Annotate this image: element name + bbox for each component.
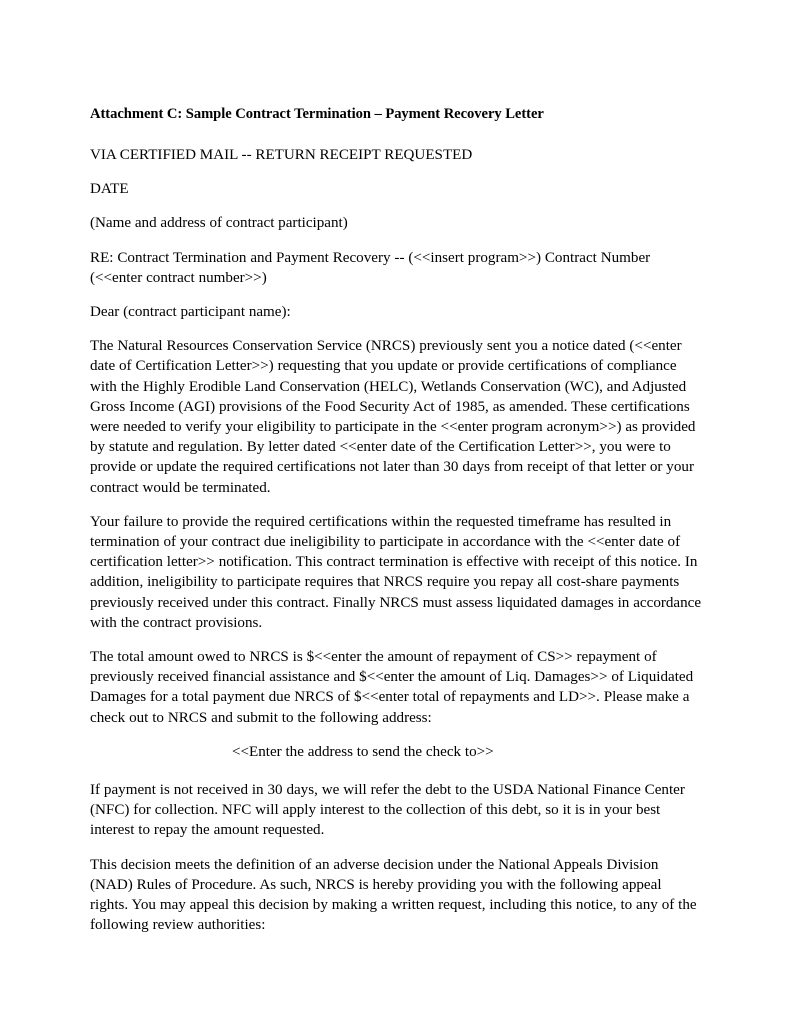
salutation-line: Dear (contract participant name): [90, 304, 291, 321]
recipient-address-block: (Name and address of contract participant) [90, 215, 348, 232]
date-placeholder-line: DATE [90, 181, 129, 198]
document-body [90, 104, 702, 936]
body-paragraph-5-appeal-rights: This decision meets the definition of an adverse decision under the National Appeals Division (NAD) Rules of Procedure. As such, NRCS is hereby providing you with the following appeal rights. You may appeal this decision by making a written request, including this notice, to any of the following review authorities: [90, 856, 697, 934]
body-paragraph-4-nfc-collection: If payment is not received in 30 days, we will refer the debt to the USDA National Finance Center (NFC) for collection. NFC will apply interest to the collection of this debt, so it is in your best interest to repay the amount requested. [90, 782, 685, 839]
page-title: Attachment C: Sample Contract Termination – Payment Recovery Letter [90, 106, 544, 122]
body-paragraph-1: The Natural Resources Conservation Service (NRCS) previously sent you a notice dated (<<enter date of Certification Letter>>) requesting that you update or provide certifications of compliance with the Highly Erodible Land Conservation (HELC), Wetlands Conservation (WC), and Adjusted Gross Income (AGI) provisions of the Food Security Act of 1985, as amended. These certifications were needed to verify your eligibility to participate in the <<enter program acronym>>) as provided by statute and regulation. By letter dated <<enter date of the Certification Letter>>, you were to provide or update the required certifications not later than 30 days from receipt of that letter or your contract would be terminated. [90, 338, 696, 496]
mailing-instruction-line: VIA CERTIFIED MAIL -- RETURN RECEIPT REQUESTED [90, 147, 473, 163]
body-paragraph-3-amount-owed: The total amount owed to NRCS is $<<enter the amount of repayment of CS>> repayment of previously received financial assistance and $<<enter the amount of Liq. Damages>> of Liquidated Damages for a total payment due NRCS of $<<enter total of repayments and LD>>. Please make a check out to NRCS and submit to the following address: [90, 649, 694, 726]
re-subject-line: RE: Contract Termination and Payment Recovery -- (<<insert program>>) Contract Number (<<enter contract number>>) [90, 249, 651, 286]
body-paragraph-2: Your failure to provide the required certifications within the requested timeframe has resulted in termination of your contract due ineligibility to participate in accordance with the <<enter date of certification letter>> notification. This contract termination is effective with receipt of this notice. In addition, ineligibility to participate requires that NRCS require you repay all cost-share payments previously received under this contract. Finally NRCS must assess liquidated damages in accordance with the contract provisions. [90, 513, 702, 631]
check-address-placeholder-line: <<Enter the address to send the check to>> [232, 743, 494, 760]
